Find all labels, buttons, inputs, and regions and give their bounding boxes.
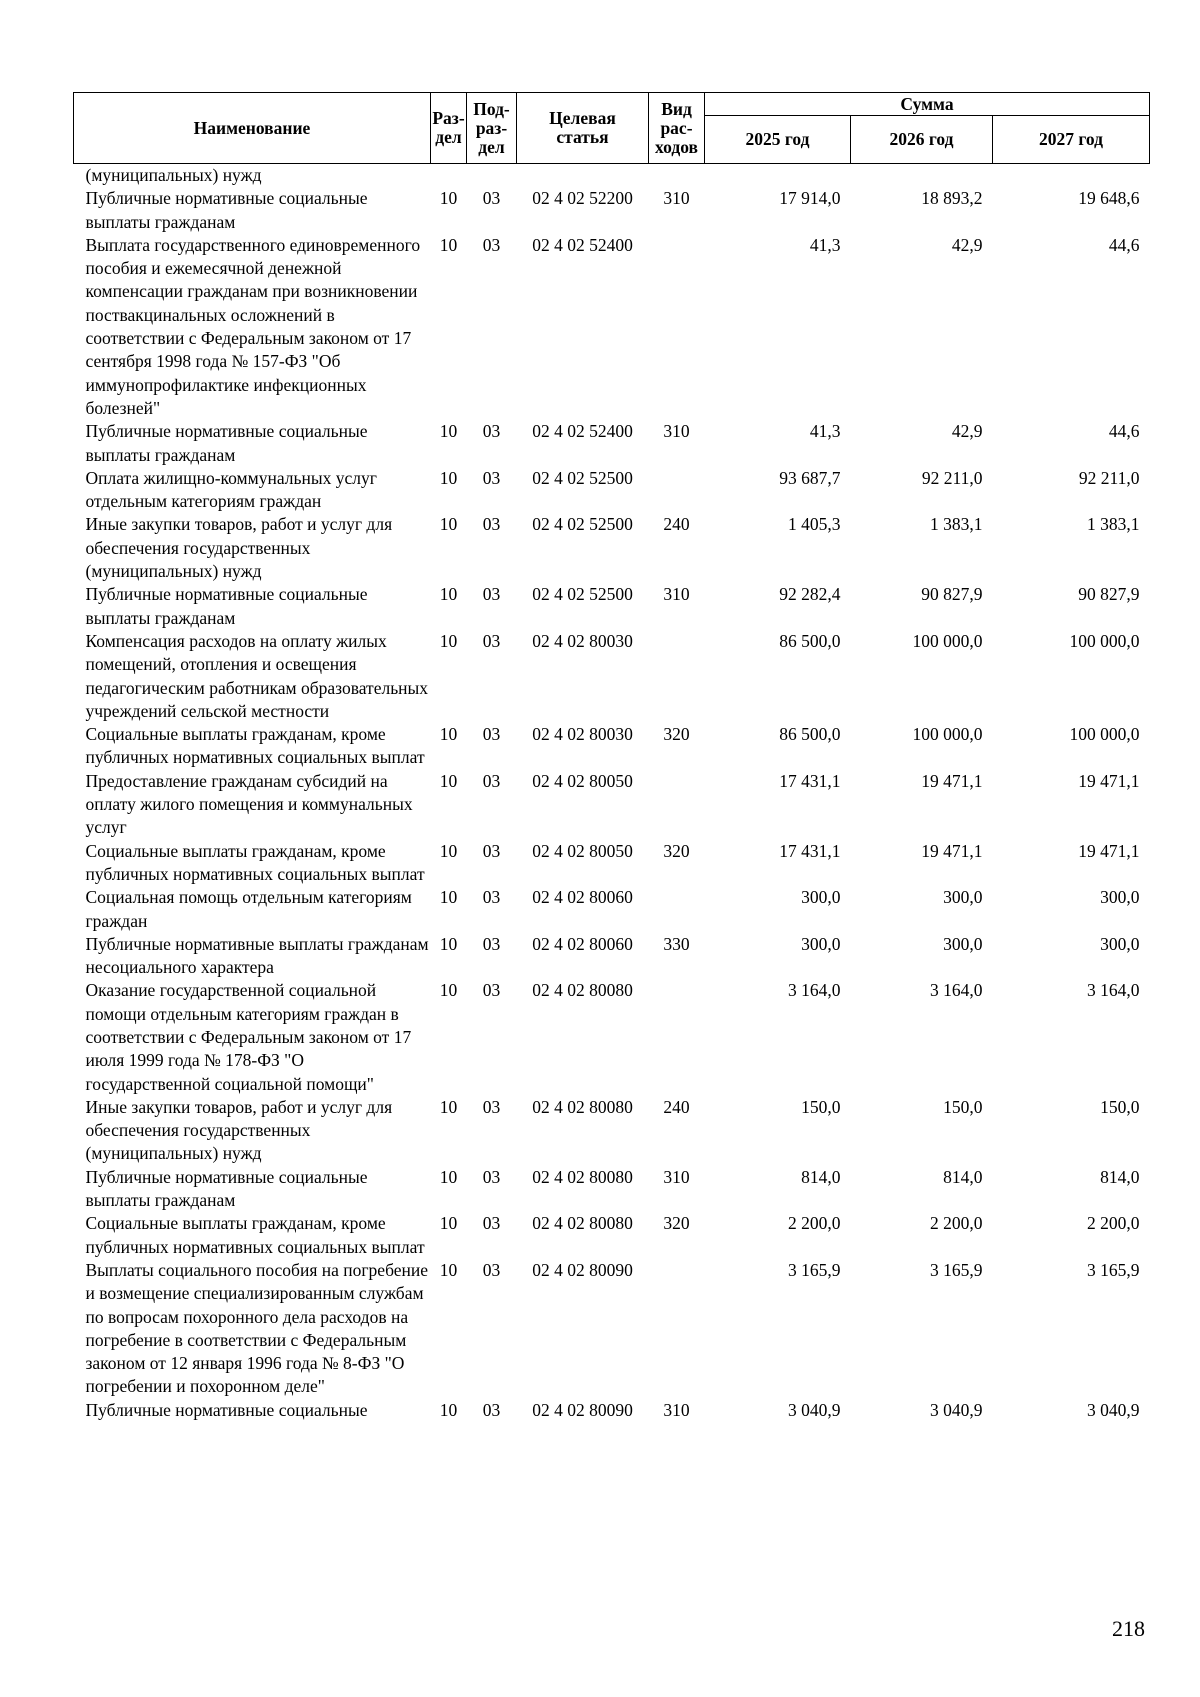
row-target-article [517,164,649,188]
row-section: 10 [439,234,458,255]
row-subsection: 03 [482,770,501,791]
row-amount-2025: 17 431,1 [779,840,841,861]
row-amount-2027 [993,164,1150,188]
row-amount-2026: 3 040,9 [930,1399,983,1420]
row-amount-2026: 18 893,2 [921,188,983,209]
table-row [74,1399,1150,1422]
table-row [74,234,1150,420]
row-expense-kind [649,630,705,723]
row-amount-2026: 100 000,0 [912,724,983,745]
row-amount-2026: 814,0 [943,1166,983,1187]
row-section: 10 [439,933,458,954]
row-subsection: 03 [482,724,501,745]
row-name: Публичные нормативные социальные выплаты гражданам [85,584,368,628]
row-name: Социальные выплаты гражданам, кроме публичных нормативных социальных выплат [85,724,425,768]
table-row [74,1096,1150,1166]
row-target-article: 02 4 02 80060 [532,933,633,954]
row-name: Выплата государственного единовременного пособия и ежемесячной денежной компенсации гражданам при возникновении поствакцинальных осложнений в соответствии с Федеральным законом от 17 сентября 1998 года № 157-ФЗ "Об иммунопрофилактике инфекционных болезней" [85,234,421,418]
row-section: 10 [439,1213,458,1234]
table-row [74,420,1150,467]
row-name: Социальные выплаты гражданам, кроме публичных нормативных социальных выплат [85,1213,425,1257]
row-amount-2027: 300,0 [1100,887,1140,908]
row-subsection: 03 [482,467,501,488]
header-year-2025: 2025 год [705,116,851,164]
row-expense-kind [649,979,705,1095]
row-section: 10 [439,770,458,791]
row-expense-kind [649,164,705,188]
row-expense-kind: 320 [663,840,690,861]
row-name: (муниципальных) нужд [85,165,262,185]
row-amount-2027: 44,6 [1108,421,1140,442]
row-subsection: 03 [482,1213,501,1234]
row-amount-2026: 3 165,9 [930,1259,983,1280]
row-target-article: 02 4 02 52200 [532,188,633,209]
row-target-article: 02 4 02 52500 [532,584,633,605]
row-subsection: 03 [482,1399,501,1420]
row-section: 10 [439,630,458,651]
row-amount-2025: 150,0 [801,1096,841,1117]
table-row [74,886,1150,933]
row-subsection: 03 [482,1166,501,1187]
row-amount-2025: 93 687,7 [779,467,841,488]
row-amount-2026: 300,0 [943,933,983,954]
row-section: 10 [439,1259,458,1280]
row-amount-2025 [705,164,851,188]
header-section: Раз- дел [431,93,467,164]
row-target-article: 02 4 02 52500 [532,467,633,488]
row-name: Оказание государственной социальной помощи отдельным категориям граждан в соответствии с Федеральным законом от 17 июля 1999 года № 178-ФЗ "О государственной социальной помощи" [85,980,412,1094]
row-amount-2025: 300,0 [801,933,841,954]
table-row [74,840,1150,887]
row-amount-2027: 3 164,0 [1087,980,1140,1001]
row-amount-2027: 90 827,9 [1078,584,1140,605]
row-section [431,164,467,188]
row-target-article: 02 4 02 80050 [532,840,633,861]
row-section: 10 [439,887,458,908]
row-amount-2026: 92 211,0 [921,467,983,488]
row-expense-kind [649,886,705,933]
row-name: Публичные нормативные социальные [85,1399,368,1420]
row-name: Иные закупки товаров, работ и услуг для обеспечения государственных (муниципальных) нужд [85,514,393,582]
row-amount-2025: 2 200,0 [788,1213,841,1234]
row-subsection: 03 [482,630,501,651]
row-expense-kind: 310 [663,421,690,442]
table-row [74,1166,1150,1213]
row-amount-2025: 86 500,0 [779,724,841,745]
budget-table [73,92,1150,1422]
row-amount-2026: 1 383,1 [930,514,983,535]
header-sum: Сумма [705,93,1150,116]
header-year-2027: 2027 год [993,116,1150,164]
row-amount-2027: 19 471,1 [1078,840,1140,861]
row-amount-2025: 3 040,9 [788,1399,841,1420]
row-subsection: 03 [482,421,501,442]
row-amount-2027: 300,0 [1100,933,1140,954]
row-section: 10 [439,1166,458,1187]
row-target-article: 02 4 02 80060 [532,887,633,908]
row-section: 10 [439,840,458,861]
table-body [74,164,1150,1423]
row-amount-2025: 814,0 [801,1166,841,1187]
row-expense-kind: 320 [663,724,690,745]
header-target-article: Целевая статья [517,93,649,164]
row-amount-2026: 150,0 [943,1096,983,1117]
row-subsection: 03 [482,1096,501,1117]
row-name: Предоставление гражданам субсидий на оплату жилого помещения и коммунальных услуг [85,770,413,838]
row-expense-kind: 310 [663,584,690,605]
row-expense-kind: 310 [663,1399,690,1420]
table-row [74,933,1150,980]
row-expense-kind: 240 [663,1096,690,1117]
row-amount-2025: 17 431,1 [779,770,841,791]
row-expense-kind: 240 [663,514,690,535]
row-name: Выплаты социального пособия на погребение и возмещение специализированным службам по вопросам похоронного дела расходов на погребение в соответствии с Федеральным законом от 12 января 1996 года № 8-ФЗ "О погребении и похоронном деле" [85,1259,429,1397]
row-amount-2026: 100 000,0 [912,630,983,651]
table-row [74,164,1150,188]
row-amount-2025: 41,3 [809,421,841,442]
row-target-article: 02 4 02 80030 [532,724,633,745]
page-number: 218 [1112,1616,1145,1641]
header-year-2026: 2026 год [851,116,993,164]
row-amount-2025: 3 165,9 [788,1259,841,1280]
row-name: Публичные нормативные социальные выплаты гражданам [85,188,368,232]
header-subsection: Под- раз- дел [467,93,517,164]
row-target-article: 02 4 02 80080 [532,980,633,1001]
row-target-article: 02 4 02 80030 [532,630,633,651]
row-amount-2027: 3 165,9 [1087,1259,1140,1280]
row-amount-2026: 42,9 [951,234,983,255]
row-name: Социальные выплаты гражданам, кроме публичных нормативных социальных выплат [85,840,425,884]
row-subsection: 03 [482,514,501,535]
row-amount-2027: 1 383,1 [1087,514,1140,535]
table-row [74,467,1150,514]
row-expense-kind [649,770,705,840]
row-amount-2025: 17 914,0 [779,188,841,209]
row-name: Публичные нормативные выплаты гражданам несоциального характера [85,933,429,978]
table-row [74,770,1150,840]
row-amount-2026: 2 200,0 [930,1213,983,1234]
row-target-article: 02 4 02 80080 [532,1096,633,1117]
header-expense-kind: Вид рас- ходов [649,93,705,164]
row-expense-kind [649,467,705,514]
row-amount-2026: 19 471,1 [921,770,983,791]
row-subsection: 03 [482,234,501,255]
row-expense-kind: 330 [663,933,690,954]
row-target-article: 02 4 02 80090 [532,1259,633,1280]
row-amount-2027: 814,0 [1100,1166,1140,1187]
table-header [74,93,1150,164]
row-subsection: 03 [482,933,501,954]
row-amount-2025: 1 405,3 [788,514,841,535]
row-name: Публичные нормативные социальные выплаты гражданам [85,1166,368,1211]
row-target-article: 02 4 02 80080 [532,1166,633,1187]
row-amount-2026 [851,164,993,188]
row-amount-2027: 92 211,0 [1078,467,1140,488]
row-amount-2027: 19 648,6 [1078,188,1140,209]
row-section: 10 [439,421,458,442]
row-expense-kind [649,1259,705,1399]
row-amount-2025: 92 282,4 [779,584,841,605]
row-name: Публичные нормативные социальные выплаты гражданам [85,421,368,465]
row-expense-kind: 320 [663,1213,690,1234]
row-section: 10 [439,980,458,1001]
row-amount-2025: 3 164,0 [788,980,841,1001]
row-amount-2026: 90 827,9 [921,584,983,605]
table-row [74,723,1150,770]
row-subsection: 03 [482,188,501,209]
table-row [74,630,1150,723]
table-row [74,979,1150,1095]
row-amount-2026: 3 164,0 [930,980,983,1001]
row-expense-kind: 310 [663,188,690,209]
table-row [74,187,1150,234]
row-target-article: 02 4 02 52400 [532,234,633,255]
row-subsection [467,164,517,188]
row-amount-2027: 150,0 [1100,1096,1140,1117]
row-amount-2026: 300,0 [943,887,983,908]
table-row [74,513,1150,583]
row-amount-2027: 100 000,0 [1069,724,1140,745]
row-name: Социальная помощь отдельным категориям граждан [85,887,412,931]
row-subsection: 03 [482,980,501,1001]
row-amount-2027: 100 000,0 [1069,630,1140,651]
row-section: 10 [439,514,458,535]
row-amount-2025: 86 500,0 [779,630,841,651]
row-amount-2026: 42,9 [951,421,983,442]
row-section: 10 [439,188,458,209]
row-target-article: 02 4 02 52400 [532,421,633,442]
table-row [74,583,1150,630]
row-amount-2027: 3 040,9 [1087,1399,1140,1420]
row-target-article: 02 4 02 52500 [532,514,633,535]
row-section: 10 [439,584,458,605]
row-name: Оплата жилищно-коммунальных услуг отдельным категориям граждан [85,467,377,512]
row-amount-2027: 44,6 [1108,234,1140,255]
row-subsection: 03 [482,887,501,908]
row-subsection: 03 [482,840,501,861]
row-subsection: 03 [482,584,501,605]
row-name: Компенсация расходов на оплату жилых помещений, отопления и освещения педагогическим работникам образовательных учреждений сельской местности [85,630,429,721]
row-expense-kind: 310 [663,1166,690,1187]
row-amount-2026: 19 471,1 [921,840,983,861]
row-section: 10 [439,1096,458,1117]
row-amount-2027: 2 200,0 [1087,1213,1140,1234]
row-section: 10 [439,1399,458,1420]
row-expense-kind [649,234,705,420]
row-amount-2025: 41,3 [809,234,841,255]
row-amount-2027: 19 471,1 [1078,770,1140,791]
table-row [74,1212,1150,1259]
row-section: 10 [439,724,458,745]
row-section: 10 [439,467,458,488]
row-subsection: 03 [482,1259,501,1280]
row-name: Иные закупки товаров, работ и услуг для обеспечения государственных (муниципальных) нужд [85,1096,393,1164]
table-row [74,1259,1150,1399]
row-target-article: 02 4 02 80090 [532,1399,633,1420]
row-target-article: 02 4 02 80050 [532,770,633,791]
row-target-article: 02 4 02 80080 [532,1213,633,1234]
header-name: Наименование [74,93,431,164]
row-amount-2025: 300,0 [801,887,841,908]
